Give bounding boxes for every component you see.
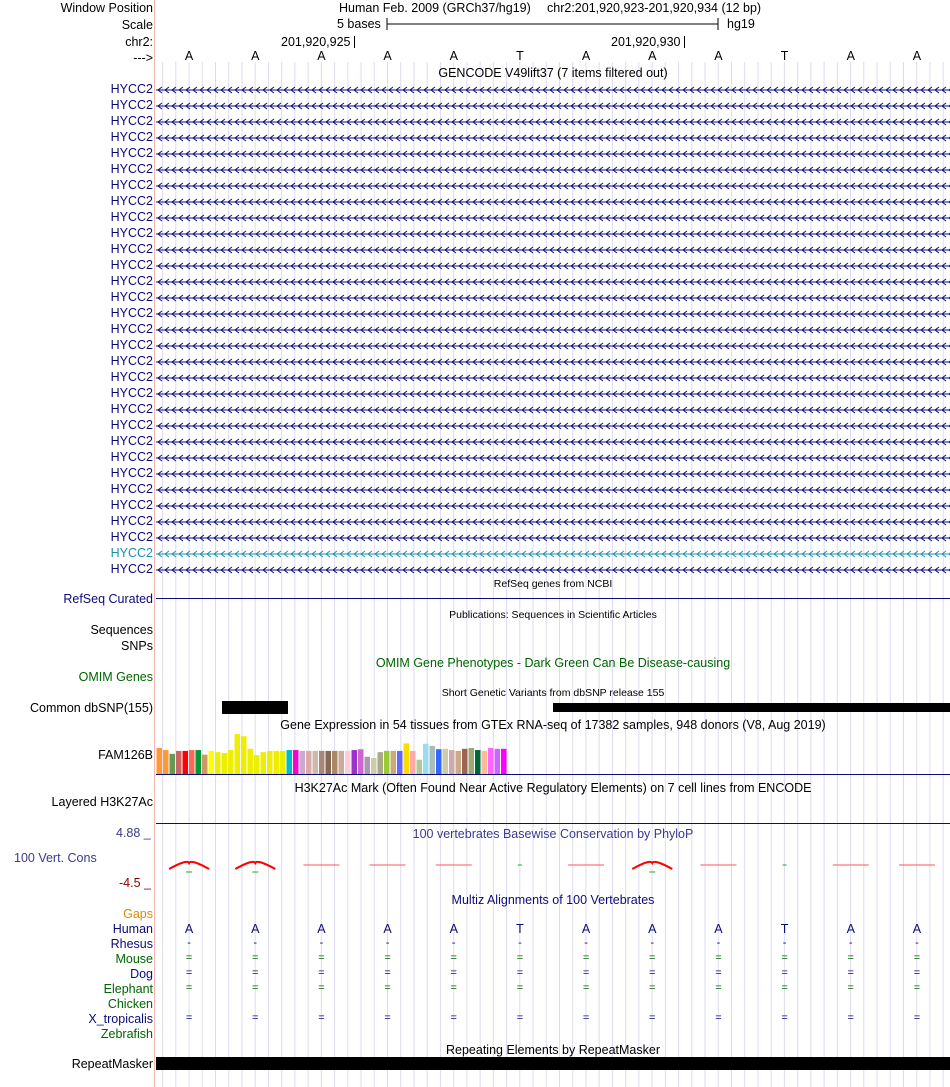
gtex-tissue-bar — [274, 751, 280, 774]
gtex-tissue-bar — [202, 755, 208, 774]
ruler-tick-left: 201,920,925 — [281, 35, 351, 49]
multiz-base: = — [847, 967, 854, 979]
gtex-tissue-bar — [332, 751, 338, 774]
multiz-base: A — [251, 922, 260, 936]
gtex-tissue-bar — [157, 748, 163, 774]
multiz-base: = — [715, 967, 722, 979]
scale-label: Scale — [121, 18, 153, 32]
strand-label: ---> — [133, 51, 153, 65]
gencode-item-label[interactable]: HYCC2 — [110, 402, 153, 416]
gtex-tissue-bar — [196, 750, 202, 774]
window-position-label: Window Position — [60, 1, 153, 15]
gtex-tissue-bar — [287, 750, 293, 774]
gtex-tissue-bar — [488, 748, 494, 774]
repeatmasker-element[interactable] — [156, 1057, 950, 1070]
multiz-base: = — [582, 982, 590, 994]
h3k27ac-baseline — [156, 823, 950, 824]
multiz-base: = — [252, 1012, 259, 1024]
multiz-base: = — [781, 1012, 788, 1024]
gencode-item-label[interactable]: HYCC2 — [110, 450, 153, 464]
multiz-base: = — [516, 952, 524, 964]
gtex-tissue-bar — [462, 749, 468, 774]
label-separator — [154, 0, 155, 1087]
gtex-tissue-bar — [163, 750, 169, 774]
gencode-item-label[interactable]: HYCC2 — [110, 146, 153, 160]
reference-base: T — [516, 49, 524, 63]
gtex-tissue-bar — [417, 760, 423, 774]
gtex-tissue-bar — [365, 757, 371, 774]
gencode-item-label[interactable]: HYCC2 — [110, 546, 153, 560]
multiz-base: = — [649, 982, 656, 994]
gencode-item-label[interactable]: HYCC2 — [110, 530, 153, 544]
multiz-base: = — [185, 967, 193, 979]
multiz-base: - — [451, 937, 456, 949]
multiz-base: - — [319, 937, 324, 949]
reference-base: A — [184, 49, 194, 63]
reference-base: A — [846, 49, 855, 63]
gencode-item-label[interactable]: HYCC2 — [110, 98, 153, 112]
gencode-item-label[interactable]: HYCC2 — [110, 194, 153, 208]
gtex-tissue-bar — [397, 751, 403, 774]
multiz-base: = — [318, 952, 325, 964]
gencode-item-label[interactable]: HYCC2 — [110, 354, 153, 368]
omim-track-label[interactable]: OMIM Genes — [78, 670, 153, 684]
gtex-track-title[interactable]: Gene Expression in 54 tissues from GTEx RNA-seq of 17382 samples, 948 donors (V8, Aug 2019) — [280, 718, 826, 732]
multiz-base: = — [649, 1012, 656, 1024]
multiz-base: = — [913, 1012, 921, 1024]
gtex-tissue-bar — [183, 751, 189, 774]
gencode-item-label[interactable]: HYCC2 — [110, 162, 153, 176]
multiz-base: - — [518, 937, 522, 949]
gencode-item-label[interactable]: HYCC2 — [110, 242, 153, 256]
multiz-species-label[interactable]: Gaps — [123, 907, 153, 921]
gencode-item-label[interactable]: HYCC2 — [110, 418, 153, 432]
multiz-base: = — [781, 967, 788, 979]
multiz-base: - — [253, 937, 258, 949]
multiz-base: A — [912, 922, 922, 936]
phylop-track-label[interactable]: 100 Vert. Cons — [14, 851, 97, 865]
gencode-item-label[interactable]: HYCC2 — [110, 514, 153, 528]
gtex-tissue-bar — [319, 751, 325, 774]
gencode-item-label[interactable]: HYCC2 — [110, 370, 153, 384]
gencode-item-label[interactable]: HYCC2 — [110, 386, 153, 400]
multiz-base: = — [913, 967, 921, 979]
dbsnp-variant-block[interactable] — [553, 703, 950, 712]
gencode-track[interactable] — [156, 80, 950, 576]
gtex-tissue-bar — [209, 751, 215, 774]
gtex-tissue-bar — [410, 751, 416, 774]
multiz-base: = — [913, 982, 921, 994]
gtex-tissue-bar — [228, 750, 234, 774]
multiz-base: = — [847, 982, 854, 994]
multiz-base: A — [846, 922, 855, 936]
gtex-tissue-bar — [501, 749, 507, 774]
dbsnp-variant-block[interactable] — [222, 701, 288, 714]
multiz-base: = — [318, 982, 325, 994]
gencode-item-label[interactable]: HYCC2 — [110, 562, 153, 576]
multiz-base: = — [252, 982, 259, 994]
gencode-item-label[interactable]: HYCC2 — [110, 434, 153, 448]
gtex-tissue-bar — [170, 754, 176, 774]
multiz-base: = — [715, 1012, 722, 1024]
gtex-tissue-bar — [469, 748, 475, 774]
gtex-tissue-bar — [358, 749, 364, 774]
multiz-base: = — [318, 967, 325, 979]
multiz-species-label[interactable]: X_tropicalis — [88, 1012, 153, 1026]
gtex-tissue-bar — [391, 751, 397, 774]
gtex-tissue-bar — [254, 755, 260, 774]
omim-track-title[interactable]: OMIM Gene Phenotypes - Dark Green Can Be Disease-causing — [375, 656, 731, 670]
gtex-tissue-bar — [326, 751, 332, 774]
multiz-species-label[interactable]: Zebrafish — [100, 1027, 153, 1041]
multiz-base: = — [252, 967, 259, 979]
multiz-species-label[interactable]: Mouse — [115, 952, 153, 966]
multiz-base: - — [650, 937, 655, 949]
phylop-min-label: -4.5 _ — [119, 876, 151, 890]
gtex-tissue-bar — [300, 751, 306, 774]
phylop-peak — [169, 862, 209, 869]
multiz-base: A — [449, 922, 458, 936]
gtex-tissue-bar — [313, 751, 319, 774]
scale-bar — [384, 16, 724, 32]
phylop-peak — [632, 862, 672, 869]
h3k27ac-track-title[interactable]: H3K27Ac Mark (Often Found Near Active Regulatory Elements) on 7 cell lines from ENCODE — [294, 781, 812, 795]
gtex-tissue-bar — [339, 751, 345, 774]
multiz-species-label[interactable]: Human — [112, 922, 153, 936]
gencode-item-label[interactable]: HYCC2 — [110, 498, 153, 512]
reference-base: A — [581, 49, 591, 63]
multiz-base: A — [317, 922, 326, 936]
gtex-tissue-bar — [189, 750, 195, 774]
gtex-tissue-bar — [495, 749, 501, 774]
db-label: hg19 — [727, 17, 755, 31]
multiz-species-label[interactable]: Elephant — [103, 982, 153, 996]
refseq-track-label[interactable]: RefSeq Curated — [63, 592, 153, 606]
multiz-base: A — [383, 922, 392, 936]
multiz-base: = — [913, 952, 921, 964]
multiz-base: = — [252, 952, 259, 964]
gtex-tissue-bar — [456, 751, 462, 774]
multiz-base: - — [716, 937, 721, 949]
multiz-base: = — [516, 967, 524, 979]
ruler-tick-left-mark — [354, 36, 355, 48]
gencode-item-label[interactable]: HYCC2 — [110, 290, 153, 304]
gtex-tissue-bar — [404, 743, 410, 774]
gtex-tissue-bar — [241, 736, 247, 774]
repeatmasker-track-label[interactable]: RepeatMasker — [71, 1057, 153, 1071]
multiz-base: = — [516, 1012, 524, 1024]
multiz-base: = — [847, 1012, 854, 1024]
gencode-item-label[interactable]: HYCC2 — [110, 274, 153, 288]
gencode-item-label[interactable]: HYCC2 — [110, 306, 153, 320]
multiz-base: A — [184, 922, 194, 936]
multiz-base: = — [582, 967, 590, 979]
multiz-base: T — [780, 922, 789, 936]
multiz-base: = — [781, 982, 788, 994]
gtex-tissue-bar — [482, 751, 488, 774]
gtex-tissue-bar — [261, 752, 267, 774]
multiz-base: - — [385, 937, 390, 949]
multiz-species-label[interactable]: Chicken — [107, 997, 153, 1011]
gtex-tissue-bar — [345, 751, 351, 774]
multiz-base: = — [781, 952, 788, 964]
gtex-tissue-bar — [449, 750, 455, 774]
phylop-graph[interactable] — [156, 855, 950, 885]
gencode-item-label[interactable]: HYCC2 — [110, 322, 153, 336]
multiz-base: - — [848, 937, 853, 949]
refseq-track-title[interactable]: RefSeq genes from NCBI — [493, 578, 613, 590]
publications-sequences-label[interactable]: Sequences — [90, 623, 153, 637]
refseq-line[interactable] — [156, 598, 950, 599]
gtex-gene-label[interactable]: FAM126B — [98, 748, 153, 762]
multiz-base: - — [584, 937, 588, 949]
multiz-base: = — [185, 1012, 193, 1024]
phylop-track-title[interactable]: 100 vertebrates Basewise Conservation by PhyloP — [412, 827, 694, 841]
ruler-tick-right-mark — [684, 36, 685, 48]
gtex-tissue-bar — [267, 751, 273, 774]
gtex-bar-chart[interactable] — [156, 730, 950, 777]
multiz-base: = — [715, 982, 722, 994]
multiz-base: T — [516, 922, 524, 936]
gtex-tissue-bar — [436, 749, 442, 774]
gencode-item-label[interactable]: HYCC2 — [110, 82, 153, 96]
multiz-base: = — [516, 982, 524, 994]
gtex-tissue-bar — [306, 751, 312, 774]
gtex-tissue-bar — [176, 751, 182, 774]
gtex-tissue-bar — [235, 734, 241, 774]
gencode-item-label[interactable]: HYCC2 — [110, 466, 153, 480]
multiz-base: = — [715, 952, 722, 964]
multiz-base: = — [450, 1012, 457, 1024]
gencode-track-title[interactable]: GENCODE V49lift37 (7 items filtered out) — [438, 66, 668, 80]
multiz-base: - — [915, 937, 919, 949]
gtex-tissue-bar — [475, 750, 481, 774]
gencode-item-label[interactable]: HYCC2 — [110, 178, 153, 192]
gtex-tissue-bar — [443, 749, 449, 774]
reference-base: A — [317, 49, 326, 63]
reference-base: T — [780, 49, 789, 63]
gencode-item-label[interactable]: HYCC2 — [110, 258, 153, 272]
multiz-base: = — [582, 1012, 590, 1024]
multiz-base: A — [581, 922, 591, 936]
multiz-base: = — [384, 982, 391, 994]
multiz-base: = — [582, 952, 590, 964]
phylop-peak — [235, 862, 275, 869]
gtex-tissue-bar — [352, 750, 358, 774]
gtex-tissue-bar — [378, 752, 384, 774]
gencode-item-label[interactable]: HYCC2 — [110, 482, 153, 496]
gtex-tissue-bar — [371, 758, 377, 774]
gtex-tissue-bar — [222, 753, 228, 774]
multiz-base: A — [714, 922, 723, 936]
reference-base: A — [912, 49, 922, 63]
publications-track-title[interactable]: Publications: Sequences in Scientific Articles — [449, 609, 657, 621]
multiz-base: = — [450, 952, 457, 964]
phylop-max-label: 4.88 _ — [116, 826, 151, 840]
gtex-tissue-bar — [248, 749, 254, 774]
multiz-species-label[interactable]: Dog — [130, 967, 153, 981]
publications-snps-label[interactable]: SNPs — [121, 639, 153, 653]
multiz-base: = — [450, 982, 457, 994]
gtex-tissue-bar — [384, 751, 390, 774]
reference-base: A — [251, 49, 260, 63]
multiz-base: = — [649, 967, 656, 979]
multiz-base: A — [648, 922, 657, 936]
multiz-species-label[interactable]: Rhesus — [110, 937, 153, 951]
multiz-base: = — [847, 952, 854, 964]
multiz-track-title[interactable]: Multiz Alignments of 100 Vertebrates — [451, 893, 655, 907]
multiz-base: = — [384, 1012, 391, 1024]
gencode-item-label[interactable]: HYCC2 — [110, 114, 153, 128]
dbsnp-track-title[interactable]: Short Genetic Variants from dbSNP release 155 — [441, 687, 665, 699]
gencode-item-label[interactable]: HYCC2 — [110, 338, 153, 352]
gtex-tissue-bar — [423, 744, 429, 774]
assembly-name: Human Feb. 2009 (GRCh37/hg19) — [339, 1, 531, 15]
ruler-tick-right: 201,920,930 — [611, 35, 681, 49]
gtex-tissue-bar — [430, 746, 436, 774]
multiz-base: = — [185, 952, 193, 964]
h3k27ac-track-label[interactable]: Layered H3K27Ac — [51, 795, 153, 809]
reference-base: A — [449, 49, 458, 63]
repeatmasker-track-title[interactable]: Repeating Elements by RepeatMasker — [445, 1043, 660, 1057]
gtex-tissue-bar — [215, 752, 221, 774]
gtex-tissue-bar — [293, 750, 299, 774]
position-readout[interactable]: chr2:201,920,923-201,920,934 (12 bp) — [547, 1, 762, 15]
reference-base: A — [383, 49, 392, 63]
gencode-item-label[interactable]: HYCC2 — [110, 130, 153, 144]
scale-bar-label: 5 bases — [337, 17, 381, 31]
gencode-item-label[interactable]: HYCC2 — [110, 210, 153, 224]
multiz-base: - — [187, 937, 191, 949]
gtex-tissue-bar — [280, 751, 286, 774]
chrom-label: chr2: — [125, 35, 153, 49]
multiz-base: = — [185, 982, 193, 994]
reference-base: A — [648, 49, 657, 63]
multiz-base: = — [318, 1012, 325, 1024]
reference-base: A — [714, 49, 723, 63]
multiz-base: = — [384, 952, 391, 964]
gencode-item-label[interactable]: HYCC2 — [110, 226, 153, 240]
multiz-base: = — [384, 967, 391, 979]
multiz-base: = — [649, 952, 656, 964]
multiz-base: = — [450, 967, 457, 979]
multiz-base: - — [782, 937, 787, 949]
dbsnp-track-label[interactable]: Common dbSNP(155) — [30, 701, 153, 715]
